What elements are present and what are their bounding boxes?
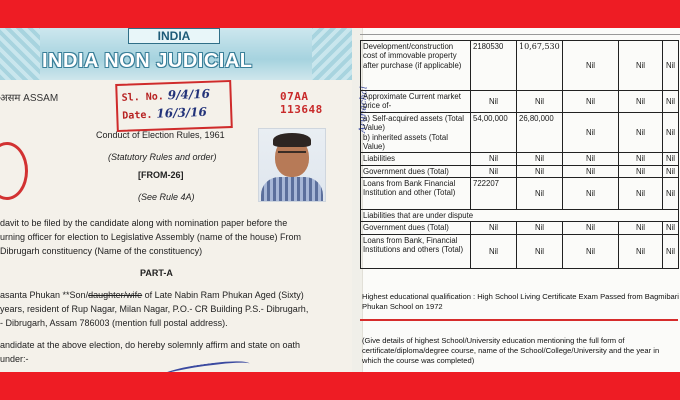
stamp-number: 07AA 113648 bbox=[280, 90, 323, 116]
cell-value: Nil bbox=[517, 153, 563, 165]
rules-subtitle: (Statutory Rules and order) bbox=[108, 152, 217, 162]
cell-value: Nil bbox=[471, 165, 517, 177]
stamp-pattern-right bbox=[312, 28, 352, 80]
row-label: Liabilities bbox=[361, 153, 471, 165]
cell-value: Nil bbox=[663, 41, 679, 91]
cell-value: Nil bbox=[619, 222, 663, 234]
affidavit-stamp-paper bbox=[0, 28, 352, 372]
red-frame-bottom bbox=[0, 372, 680, 400]
cell-value: 26,80,000 bbox=[517, 113, 563, 153]
cell-value: Nil bbox=[563, 234, 619, 268]
candidate-photo bbox=[258, 128, 326, 202]
cell-value: Nil bbox=[517, 234, 563, 268]
red-frame-top bbox=[0, 0, 680, 28]
education-qualification: Highest educational qualification : High School Living Certificate Exam Passed from Bagmibari Phukan School on 1972 bbox=[362, 292, 679, 312]
table-row bbox=[361, 178, 679, 210]
cell-value: 10,67,530 bbox=[517, 41, 563, 91]
stamp-title: INDIA NON JUDICIAL bbox=[42, 50, 253, 72]
cell-value: Nil bbox=[619, 41, 663, 91]
declaration-line-1: asanta Phukan **Son/daughter/wife of Late Nabin Ram Phukan Aged (Sixty) bbox=[0, 290, 304, 300]
serial-label: Sl. No. bbox=[121, 91, 165, 104]
cell-value: Nil bbox=[563, 165, 619, 177]
cell-value: Nil bbox=[663, 178, 679, 210]
part-heading: PART-A bbox=[140, 268, 173, 278]
cell-value: 2180530 bbox=[471, 41, 517, 91]
cell-value: Nil bbox=[663, 91, 679, 113]
rules-title: Conduct of Election Rules, 1961 bbox=[96, 130, 225, 140]
table-top-rule bbox=[360, 34, 680, 35]
cell-value: Nil bbox=[663, 222, 679, 234]
serial-stamp bbox=[115, 80, 233, 132]
affidavit-line-3: Dibrugarh constituency (Name of the constituency) bbox=[0, 246, 203, 256]
cell-value: Nil bbox=[517, 91, 563, 113]
cell-value: Nil bbox=[663, 234, 679, 268]
stamp-band bbox=[0, 28, 352, 80]
red-underline bbox=[360, 319, 678, 321]
declaration-line-2: years, resident of Rup Nagar, Milan Nagar, P.O.- CR Building P.S.- Dibrugarh, bbox=[0, 304, 309, 314]
row-label: Government dues (Total) bbox=[361, 165, 471, 177]
cell-value: Nil bbox=[619, 165, 663, 177]
table-row bbox=[361, 210, 679, 222]
stamp-pattern-left bbox=[0, 28, 40, 80]
cell-value: Nil bbox=[663, 153, 679, 165]
row-label: Loans from Bank, Financial Institutions and others (Total) bbox=[361, 234, 471, 268]
cell-value: Nil bbox=[563, 91, 619, 113]
cell-value: Nil bbox=[619, 234, 663, 268]
table-row bbox=[361, 234, 679, 268]
affidavit-line-2: urning officer for election to Legislative Assembly (name of the house) From bbox=[0, 232, 301, 242]
cell-value: Nil bbox=[517, 222, 563, 234]
cell-value: Nil bbox=[471, 153, 517, 165]
cell-value: Nil bbox=[517, 178, 563, 210]
affidavit-line-1: davit to be filed by the candidate along with nomination paper before the bbox=[0, 218, 288, 228]
row-label: a) Self-acquired assets (Total Value) b) inherited assets (Total Value) bbox=[361, 113, 471, 153]
cell-value: Nil bbox=[563, 153, 619, 165]
cell-value: Nil bbox=[563, 41, 619, 91]
row-label: Government dues (Total) bbox=[361, 222, 471, 234]
cell-value: Nil bbox=[471, 91, 517, 113]
cell-value: Nil bbox=[563, 113, 619, 153]
cell-value: 54,00,000 bbox=[471, 113, 517, 153]
cell-value: 722207 bbox=[471, 178, 517, 210]
signature-mark bbox=[160, 358, 251, 372]
margin-scribble: Arunachal bbox=[357, 85, 370, 134]
cell-value: Nil bbox=[563, 178, 619, 210]
cell-value: Nil bbox=[619, 153, 663, 165]
cell-value: Nil bbox=[663, 165, 679, 177]
row-label: Loans from Bank Financial Institution and other (Total) bbox=[361, 178, 471, 210]
cell-value: Nil bbox=[619, 113, 663, 153]
table-row bbox=[361, 113, 679, 153]
cell-value: Nil bbox=[663, 113, 679, 153]
date-label: Date. bbox=[122, 109, 153, 122]
cell-value: Nil bbox=[619, 91, 663, 113]
table-row bbox=[361, 153, 679, 165]
assets-table bbox=[357, 40, 679, 269]
declaration-line-3: - Dibrugarh, Assam 786003 (mention full postal address). bbox=[0, 318, 228, 328]
cell-value: Nil bbox=[563, 222, 619, 234]
row-label: Development/construction cost of immovable property after purchase (if applicable) bbox=[361, 41, 471, 91]
oath-line-2: under:- bbox=[0, 354, 29, 364]
see-rule: (See Rule 4A) bbox=[138, 192, 195, 202]
education-instructions: (Give details of highest School/University education mentioning the full form of certificate/diploma/degree course, name of the School/College/University and the year in which the course was completed) bbox=[362, 336, 660, 365]
table-row bbox=[361, 41, 679, 91]
state-label: असम ASSAM bbox=[0, 93, 59, 104]
oath-line-1: andidate at the above election, do hereby solemnly affirm and state on oath bbox=[0, 340, 301, 350]
table-row bbox=[361, 222, 679, 234]
table-row bbox=[361, 91, 679, 113]
table-row bbox=[361, 165, 679, 177]
stamp-india-label: INDIA bbox=[128, 28, 220, 44]
date-value: 16/3/16 bbox=[156, 104, 208, 121]
red-circle-mark bbox=[0, 142, 28, 200]
form-number: [FROM-26] bbox=[138, 170, 184, 180]
cell-value: Nil bbox=[471, 234, 517, 268]
row-label: Approximate Current market price of- bbox=[361, 91, 471, 113]
cell-value: Nil bbox=[471, 222, 517, 234]
assets-liabilities-page bbox=[352, 28, 680, 372]
cell-value: Nil bbox=[619, 178, 663, 210]
dispute-header: Liabilities that are under dispute bbox=[361, 210, 679, 222]
serial-value: 9/4/16 bbox=[167, 86, 211, 103]
cell-value: Nil bbox=[517, 165, 563, 177]
